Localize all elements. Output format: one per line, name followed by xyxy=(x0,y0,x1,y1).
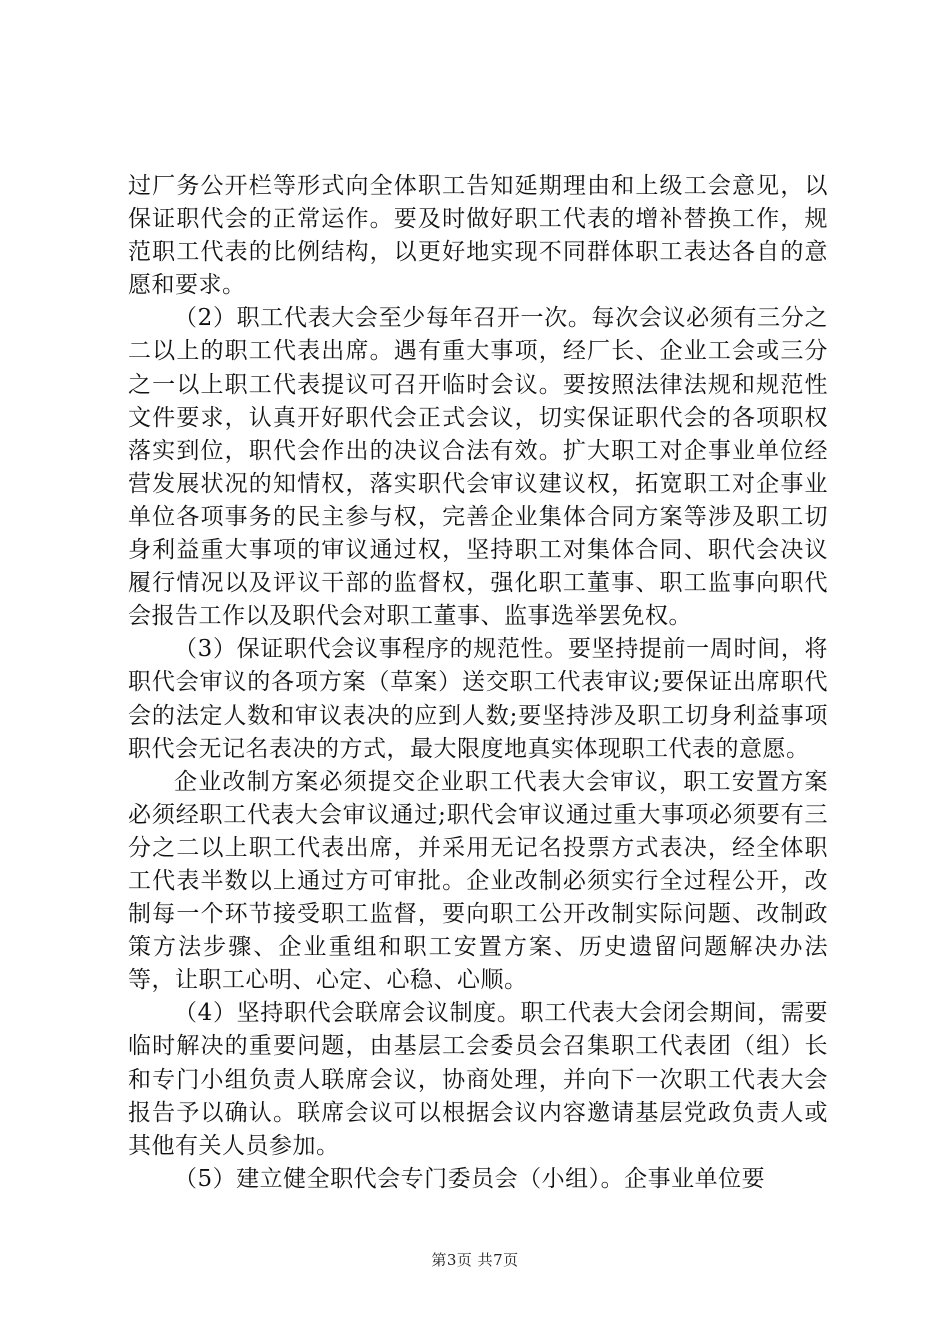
page-number-footer: 第3页 共7页 xyxy=(431,1251,519,1269)
paragraph-item-3: （3）保证职代会议事程序的规范性。要坚持提前一周时间，将职代会审议的各项方案（草案）送交职工代表审议;要保证出席职代会的法定人数和审议表决的应到人数;要坚持涉及职工切身利益事项职代会无记名表决的方式，最大限度地真实体现职工代表的意愿。 xyxy=(128,636,828,762)
paragraph-item-2: （2）职工代表大会至少每年召开一次。每次会议必须有三分之二以上的职工代表出席。遇有重大事项，经厂长、企业工会或三分之一以上职工代表提议可召开临时会议。要按照法律法规和规范性文件要求，认真开好职代会正式会议，切实保证职代会的各项职权落实到位，职代会作出的决议合法有效。扩大职工对企事业单位经营发展状况的知情权，落实职代会审议建议权，拓宽职工对企事业单位各项事务的民主参与权，完善企业集体合同方案等涉及职工切身利益重大事项的审议通过权，坚持职工对集体合同、职代会决议履行情况以及评议干部的监督权，强化职工董事、职工监事向职代会报告工作以及职代会对职工董事、监事选举罢免权。 xyxy=(128,305,828,630)
paragraph-item-5: （5）建立健全职代会专门委员会（小组）。企事业单位要 xyxy=(174,1165,766,1192)
paragraph-restructuring: 企业改制方案必须提交企业职工代表大会审议，职工安置方案必须经职工代表大会审议通过;职代会审议通过重大事项必须要有三分之二以上职工代表出席，并采用无记名投票方式表决，经全体职工代表半数以上通过方可审批。企业改制必须实行全过程公开，改制每一个环节接受职工监督，要向职工公开改制实际问题、改制政策方法步骤、企业重组和职工安置方案、历史遗留问题解决办法等，让职工心明、心定、心稳、心顺。 xyxy=(128,768,828,994)
paragraph-continuation: 过厂务公开栏等形式向全体职工告知延期理由和上级工会意见，以保证职代会的正常运作。要及时做好职工代表的增补替换工作，规范职工代表的比例结构，以更好地实现不同群体职工表达各自的意愿和要求。 xyxy=(128,173,828,299)
paragraph-item-4: （4）坚持职代会联席会议制度。职工代表大会闭会期间，需要临时解决的重要问题，由基层工会委员会召集职工代表团（组）长和专门小组负责人联席会议，协商处理，并向下一次职工代表大会报告予以确认。联席会议可以根据会议内容邀请基层党政负责人或其他有关人员参加。 xyxy=(128,1000,828,1159)
document-body xyxy=(128,170,828,1196)
